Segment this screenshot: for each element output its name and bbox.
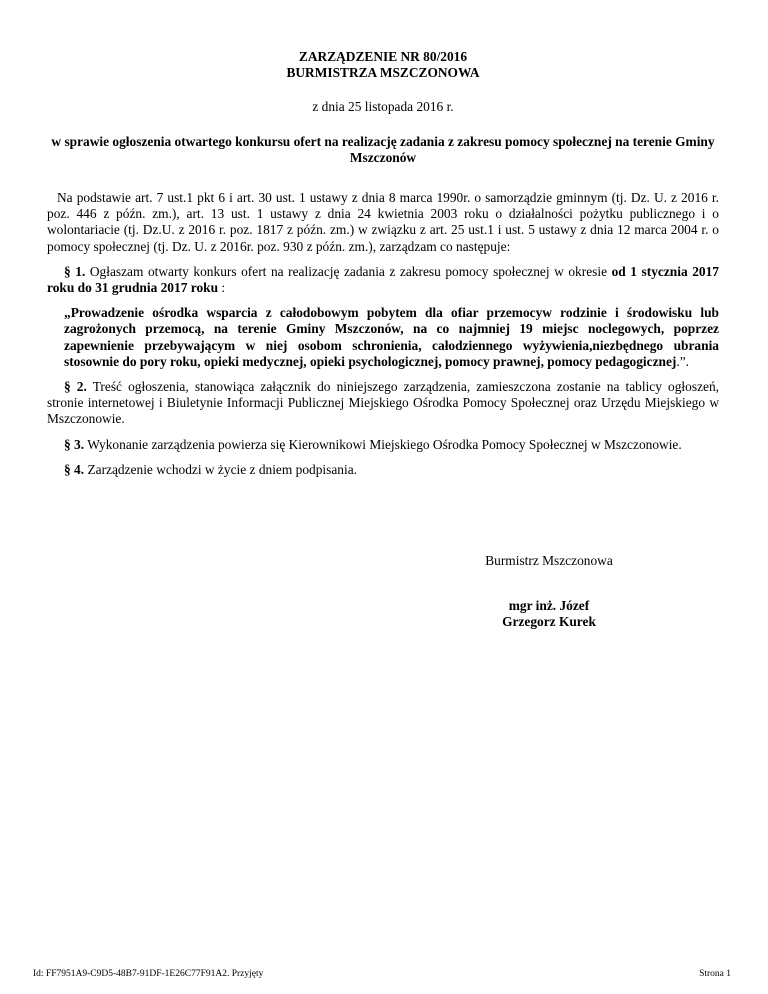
paragraph-2-number: § 2.	[64, 379, 87, 395]
document-issuer: BURMISTRZA MSZCZONOWA	[286, 65, 480, 81]
paragraph-1-tail: :	[218, 280, 226, 296]
document-title: ZARZĄDZENIE NR 80/2016	[298, 49, 468, 64]
paragraph-1-period: od 1 stycznia 2017 roku do 31 grudnia 2017 roku	[47, 263, 719, 296]
task-description-end: .”.	[676, 353, 690, 369]
paragraph-3	[47, 437, 719, 453]
signature-name	[475, 598, 623, 630]
signature-title: Burmistrz Mszczonowa	[485, 553, 613, 568]
paragraph-4	[47, 462, 719, 478]
paragraph-1	[47, 264, 719, 296]
signature-name-line1: mgr inż. Józef	[508, 598, 590, 613]
legal-basis-paragraph: Na podstawie art. 7 ust.1 pkt 6 i art. 30 ust. 1 ustawy z dnia 8 marca 1990r. o samorządzie gminnym (tj. Dz. U. z 2016 r. poz. 446 z późn. zm.), art. 13 ust. 1 ustawy z dnia 24 kwietnia 2003 roku o działalności pożytku publicznego i o wolontariacie (tj. Dz.U. z 2016 r. poz. 1817 z późn. zm.) w związku z art. 25 ust.1 i ust. 5 ustawy z dnia 12 marca 2004 r. o pomocy społecznej (tj. Dz. U. z 2016r. poz. 930 z późn. zm.), zarządzam co następuje:	[47, 190, 719, 254]
paragraph-3-text: Wykonanie zarządzenia powierza się Kierownikowi Miejskiego Ośrodka Pomocy Społecznej w Mszczonowie.	[84, 436, 682, 452]
paragraph-1-text: Ogłaszam otwarty konkurs ofert na realizację zadania z zakresu pomocy społecznej w okresie	[85, 263, 612, 279]
document-body	[47, 49, 719, 478]
paragraph-4-text: Zarządzenie wchodzi w życie z dniem podpisania.	[84, 461, 357, 477]
footer-document-id: Id: FF7951A9-C9D5-48B7-91DF-1E26C77F91A2. Przyjęty	[33, 969, 264, 979]
task-description-text: „Prowadzenie ośrodka wsparcia z całodobowym pobytem dla ofiar przemocyw rodzinie i środowisku lub zagrożonych przemocą, na terenie Gminy Mszczonów, na co najmniej 19 miejsc noclegowych, poprzez zapewnienie przebywającym w niej osobom schronienia, całodziennego wyżywienia,niezbędnego ubrania stosownie do pory roku, opieki medycznej, opieki psychologicznej, pomocy prawnej, pomocy pedagogicznej	[64, 305, 719, 369]
document-subject: w sprawie ogłoszenia otwartego konkursu ofert na realizację zadania z zakresu pomocy społecznej na terenie Gminy Mszczonów	[51, 133, 715, 165]
paragraph-3-number: § 3.	[64, 436, 85, 452]
document-date: z dnia 25 listopada 2016 r.	[312, 99, 454, 115]
task-description-quote	[64, 305, 719, 370]
paragraph-2	[47, 379, 719, 428]
footer-page-number: Strona 1	[699, 969, 731, 979]
paragraph-4-number: § 4.	[64, 461, 85, 477]
signature-name-line2: Grzegorz Kurek	[502, 614, 596, 630]
paragraph-1-number: § 1.	[64, 263, 86, 279]
paragraph-2-text: Treść ogłoszenia, stanowiąca załącznik do niniejszego zarządzenia, zamieszczona zostanie na tablicy ogłoszeń, stronie internetowej i Biuletynie Informacji Publicznej Miejskiego Ośrodka Pomocy Społecznej oraz Urzędu Miejskiego w Mszczonowie.	[47, 379, 719, 427]
